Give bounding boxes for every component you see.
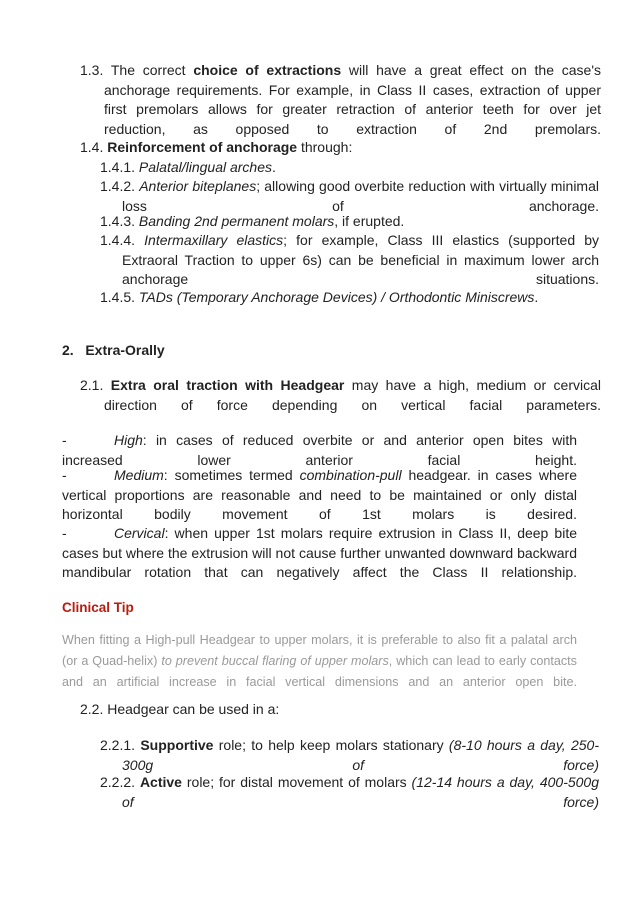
bullet-cervical: - Cervical: when upper 1st molars require extrusion in Class II, deep bite cases but where the extrusion will not cause further unwanted downward backward mandibular rotation that can negatively affect the Class II relationship. <box>62 525 577 580</box>
dash-bullet: - <box>62 525 67 541</box>
section-2-2: 2.2. Headgear can be used in a: <box>80 701 280 717</box>
section-1-4: 1.4. Reinforcement of anchorage through: <box>80 139 353 155</box>
section-number: 1.4. <box>80 139 104 155</box>
dash-bullet: - <box>62 467 67 483</box>
clinical-tip-text: When fitting a High-pull Headgear to upper molars, it is preferable to also fit a palatal arch (or a Quad-helix) to prevent buccal flaring of upper molars, which can lead to early contacts and an artificial increase in facial vertical dimensions and an anterior open bite. <box>62 633 577 689</box>
bullet-high: - High: in cases of reduced overbite or and anterior open bites with increased lower anterior facial height. <box>62 432 577 468</box>
section-2-1: 2.1. Extra oral traction with Headgear may have a high, medium or cervical direction of force depending on vertical facial parameters. <box>80 377 602 413</box>
key-term: Extra oral traction with Headgear <box>110 377 345 393</box>
subsection-1-4-3: 1.4.3. Banding 2nd permanent molars, if erupted. <box>100 213 405 229</box>
section-1-3: 1.3. The correct choice of extractions will have a great effect on the case's anchorage requirements. For example, in Class II cases, extraction of upper first premolars allows for greater retraction of anterior teeth for over jet reduction, as opposed to extraction of 2nd premolars. <box>80 62 601 137</box>
key-term: Active <box>139 774 182 790</box>
subsection-1-4-4: 1.4.4. Intermaxillary elastics; for example, Class III elastics (supported by Extraoral Traction to upper 6s) can be beneficial in maximum lower arch anchorage situations. <box>100 232 599 287</box>
key-term: choice of extractions <box>193 62 342 78</box>
subsection-1-4-2: 1.4.2. Anterior biteplanes; allowing good overbite reduction with virtually minimal loss of anchorage. <box>100 178 599 214</box>
subsection-1-4-1: 1.4.1. Palatal/lingual arches. <box>100 159 276 175</box>
section-2-heading: 2. Extra-Orally <box>62 342 165 358</box>
bullet-medium: - Medium: sometimes termed combination-pull headgear. in cases where vertical proportions are reasonable and need to be maintained or only distal horizontal bodily movement of 1st molars is desired. <box>62 467 577 522</box>
clinical-tip-title: Clinical Tip <box>62 600 134 615</box>
key-term: Reinforcement of anchorage <box>107 139 298 155</box>
subsection-1-4-5: 1.4.5. TADs (Temporary Anchorage Devices) / Orthodontic Miniscrews. <box>100 289 539 305</box>
subsection-2-2-2: 2.2.2. Active role; for distal movement of molars (12-14 hours a day, 400-500g of force) <box>100 774 599 810</box>
key-term: Supportive <box>140 737 214 753</box>
subsection-2-2-1: 2.2.1. Supportive role; to help keep molars stationary (8-10 hours a day, 250-300g of force) <box>100 737 600 773</box>
dash-bullet: - <box>62 432 67 448</box>
section-number: 1.3. <box>80 62 104 78</box>
